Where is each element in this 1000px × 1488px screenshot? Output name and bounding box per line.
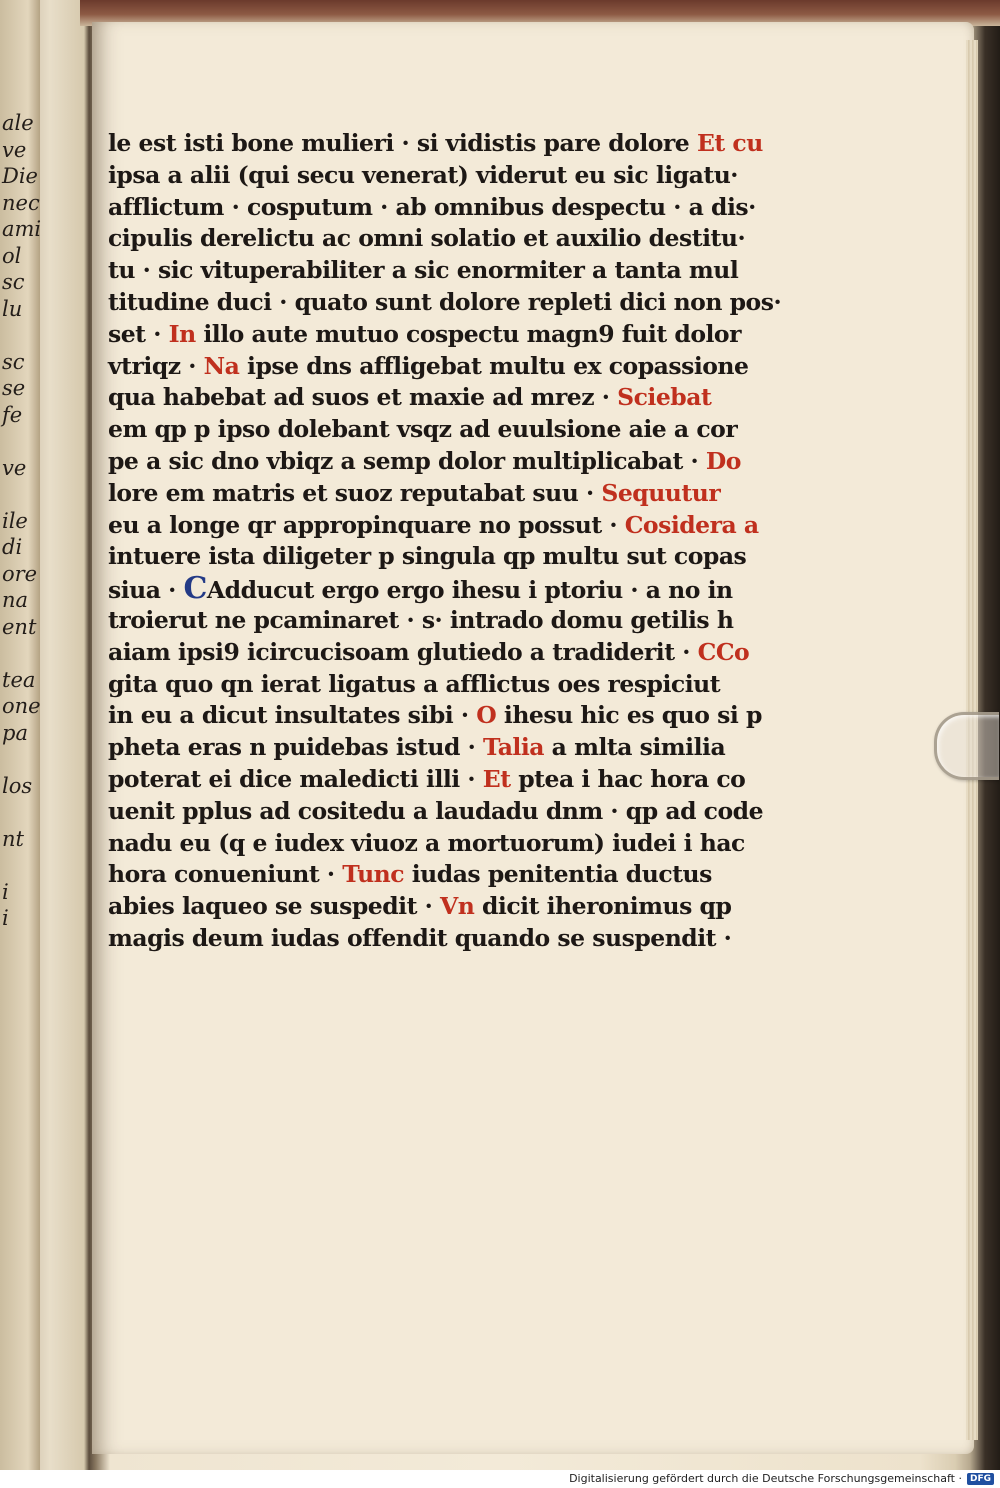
left-page-fragment: nec	[2, 190, 40, 215]
text-segment: cipulis derelictu ac omni solatio et auxilio destitu·	[108, 224, 746, 253]
left-page-fragment	[2, 1064, 30, 1091]
left-page-fragment	[2, 985, 30, 1012]
text-line	[108, 478, 748, 510]
text-segment: ipsa a alii (qui secu venerat) viderut eu sic ligatu·	[108, 160, 738, 189]
rubricated-initial: Do	[705, 446, 741, 475]
left-page-fragment: se	[2, 376, 26, 400]
text-segment: a mlta similia	[544, 733, 726, 762]
text-line	[108, 351, 748, 383]
left-page-fragment: ent	[2, 614, 37, 639]
text-segment: nadu eu (q e iudex viuoz a mortuorum) iudei i hac	[108, 828, 745, 857]
text-segment: ihesu hic es quo si p	[496, 701, 762, 730]
left-page-fragment	[2, 481, 30, 508]
rubricated-initial: Tunc	[342, 860, 405, 889]
text-segment: aiam ipsi9 icircucisoam glutiedo a tradiderit ·	[108, 637, 698, 666]
text-segment: intuere ista diligeter p singula qp multu sut copas	[108, 542, 747, 571]
left-page-fragment: ile	[2, 508, 28, 533]
left-page-fragment	[2, 746, 30, 773]
left-page-fragment	[2, 1144, 30, 1171]
text-segment: illo aute mutuo cospectu magn9 fuit dolor	[195, 319, 741, 348]
rubricated-initial: Vn	[439, 892, 475, 921]
text-segment: Adducut ergo ergo ihesu i ptoriu · a no in	[206, 576, 733, 605]
left-page-fragment: sc	[2, 349, 25, 374]
left-page-fragment: Die	[2, 164, 38, 188]
left-page-fragment: nt	[2, 826, 24, 851]
left-page-fragment	[2, 852, 30, 879]
text-line	[108, 828, 748, 860]
text-segment: le est isti bone mulieri · si vidistis pare dolore	[108, 129, 697, 157]
incunable-text-block	[108, 128, 782, 955]
text-line	[108, 764, 748, 796]
text-line	[108, 414, 748, 446]
left-page-fragment: fe	[2, 402, 23, 427]
text-line	[108, 573, 748, 605]
rubricated-initial: Cosidera a	[624, 510, 759, 539]
left-page-fragment: di	[2, 535, 23, 559]
text-segment: iudas penitentia ductus	[404, 860, 712, 889]
page-clip-icon	[934, 712, 999, 780]
left-page-fragment: ol	[2, 243, 22, 268]
left-page-fragment	[2, 1011, 30, 1038]
left-page-fragment: ale	[2, 111, 34, 135]
left-page-fragment: los	[2, 773, 33, 798]
text-segment: pheta eras n puidebas istud ·	[108, 733, 483, 762]
text-segment: dicit iheronimus qp	[474, 892, 732, 921]
text-segment: ipse dns affligebat multu ex copassione	[239, 351, 749, 380]
rubricated-initial: Et	[482, 764, 511, 793]
text-segment: troierut ne pcaminaret · s· intrado domu getilis h	[108, 605, 734, 634]
left-page-fragment	[2, 958, 30, 985]
text-line	[108, 446, 748, 478]
left-page-fragment	[2, 932, 30, 959]
blue-initial: C	[183, 571, 207, 607]
text-segment: hora conueniunt ·	[108, 860, 343, 889]
text-segment: ptea i hac hora co	[510, 764, 746, 793]
left-page-text	[2, 110, 42, 1170]
left-page-fragment: ore	[2, 561, 38, 586]
left-page-fragment: ve	[2, 137, 27, 162]
left-page-fragment: one	[2, 694, 41, 718]
text-line	[108, 541, 748, 573]
left-page-fragment: sc	[2, 270, 25, 294]
left-page-fragment	[2, 799, 30, 826]
rubricated-initial: Na	[203, 351, 240, 380]
left-page-fragment: i	[2, 906, 9, 930]
left-page-fragment: pa	[2, 720, 28, 745]
text-line	[108, 160, 748, 192]
text-line	[108, 891, 748, 923]
text-segment: in eu a dicut insultates sibi ·	[108, 701, 477, 730]
rubricated-initial: O	[476, 701, 497, 730]
text-segment: uenit pplus ad cositedu a laudadu dnm · qp ad code	[108, 796, 764, 825]
rubricated-initial: Sequutur	[601, 478, 721, 507]
left-page-fragment	[2, 640, 30, 667]
text-segment: eu a longe qr appropinquare no possut ·	[108, 510, 625, 539]
left-page-fragment: ami	[2, 217, 42, 241]
text-line	[108, 223, 748, 255]
left-page-edge	[0, 0, 40, 1470]
rubricated-initial: CCo	[697, 637, 750, 666]
text-segment: gita quo qn ierat ligatus a afflictus oes respiciut	[108, 669, 721, 698]
left-page-fragment	[2, 1117, 30, 1144]
left-page-fragment: na	[2, 588, 29, 612]
left-page-fragment	[2, 428, 30, 455]
text-segment: em qp p ipso dolebant vsqz ad euulsione aie a cor	[108, 415, 738, 444]
text-line	[108, 605, 748, 637]
text-line	[108, 510, 759, 542]
text-segment: pe a sic dno vbiqz a semp dolor multiplicabat ·	[108, 446, 706, 475]
text-line	[108, 255, 748, 287]
left-page-fragment	[2, 1091, 30, 1118]
text-segment: set ·	[108, 319, 169, 348]
text-segment: abies laqueo se suspedit ·	[108, 892, 440, 921]
text-line	[108, 287, 782, 319]
left-page-fragment	[2, 1038, 30, 1065]
dfg-logo: DFG	[967, 1473, 994, 1485]
rubricated-initial: In	[168, 319, 196, 348]
left-page-fragment: tea	[2, 667, 36, 692]
text-line	[108, 732, 748, 764]
text-segment: lore em matris et suoz reputabat suu ·	[108, 478, 602, 507]
text-line	[108, 128, 763, 160]
left-page-fragment: lu	[2, 296, 23, 321]
text-line	[108, 796, 764, 828]
text-segment: afflictum · cosputum · ab omnibus despectu · a dis·	[108, 192, 756, 221]
text-line	[108, 192, 756, 224]
text-segment: tu · sic vituperabiliter a sic enormiter a tanta mul	[108, 256, 739, 285]
rubricated-initial: Sciebat	[617, 383, 712, 412]
text-line	[108, 319, 748, 351]
rubricated-initial: Talia	[482, 733, 544, 762]
text-segment: qua habebat ad suos et maxie ad mrez ·	[108, 383, 618, 412]
left-page-fragment: ve	[2, 455, 27, 480]
footer-credit: Digitalisierung gefördert durch die Deutsche Forschungsgemeinschaft ·	[569, 1472, 962, 1485]
rubricated-initial: Et cu	[696, 129, 763, 157]
left-page-fragment	[2, 322, 30, 349]
text-line	[108, 382, 748, 414]
text-segment: siua ·	[108, 576, 184, 605]
text-line	[108, 859, 748, 891]
text-segment: poterat ei dice maledicti illi ·	[108, 764, 483, 793]
text-line	[108, 669, 748, 701]
text-segment: titudine duci · quato sunt dolore repleti dici non pos·	[108, 287, 782, 316]
digitization-footer	[0, 1470, 1000, 1488]
text-line	[108, 923, 748, 955]
text-segment: vtriqz ·	[108, 351, 204, 380]
text-segment: magis deum iudas offendit quando se suspendit ·	[108, 923, 732, 952]
text-line	[108, 637, 748, 669]
text-line	[108, 700, 762, 732]
left-page-fragment: i	[2, 879, 9, 904]
